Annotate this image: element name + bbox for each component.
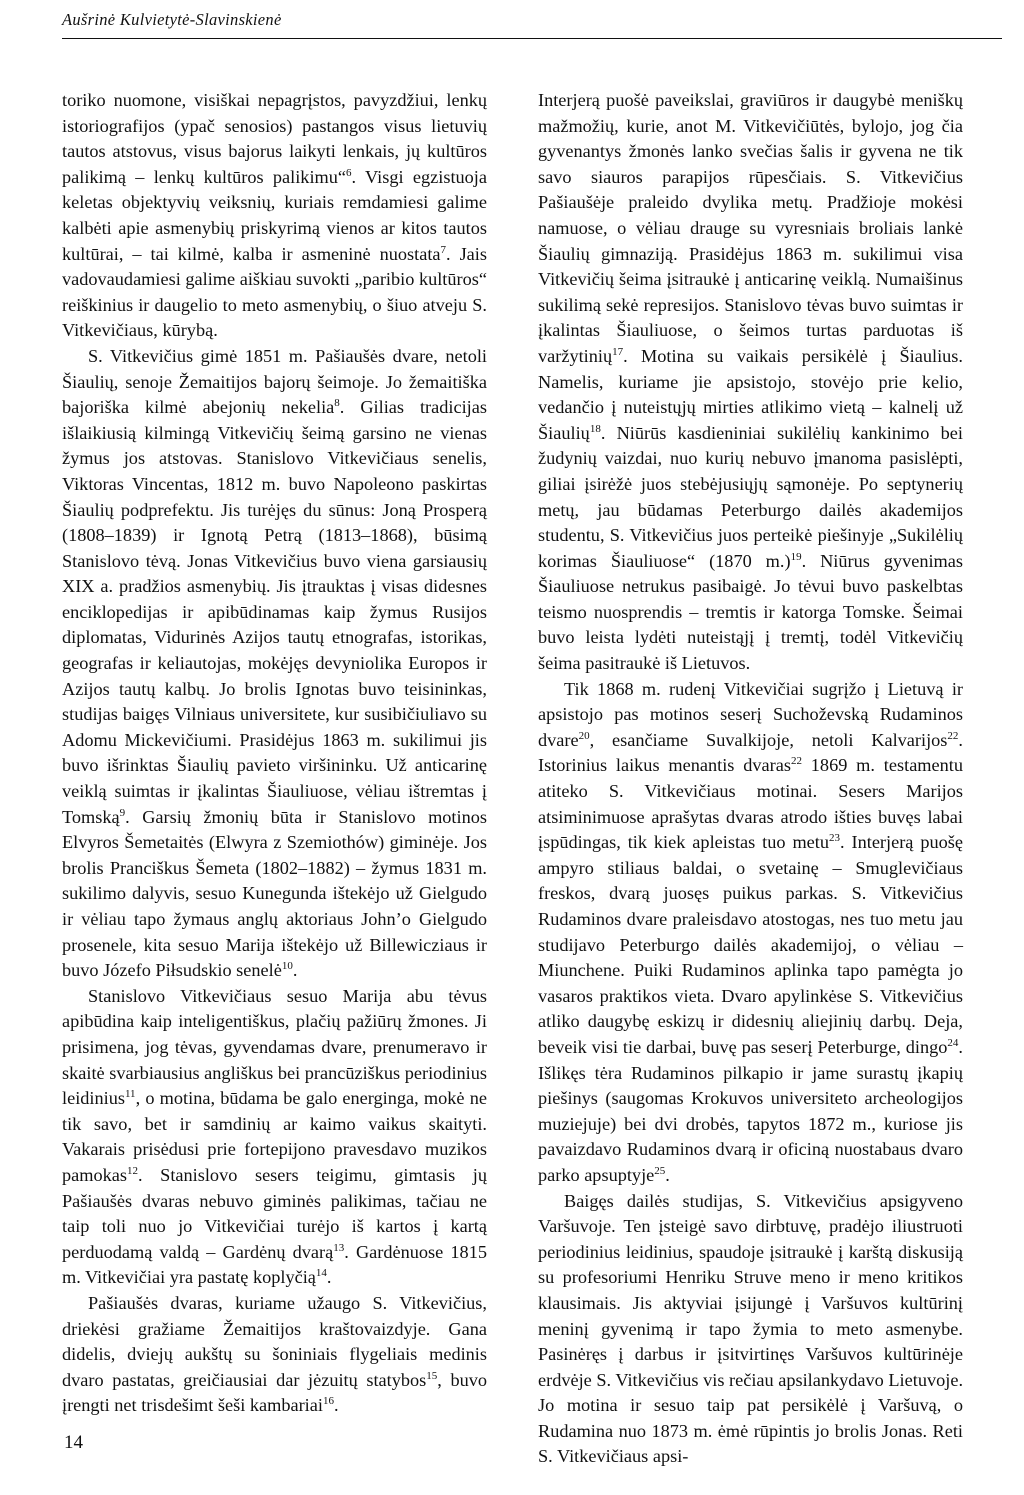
text-run: . Niūrus gyvenimas Šiauliuose netrukus pasibaigė. Jo tėvui buvo paskelbtas teismo nuosprendis – tremtis ir katorga Tomske. Šeimai buvo leista lydėti nuteistąjį į tremtį, todėl Vitkevičių šeima pasitraukė iš Lietuvos. — [538, 550, 963, 674]
text-run: . Motina su vaikais persikėlė į Šiaulius. Namelis, kuriame jie apsistojo, stovėjo prie kelio, vedančio į nuteistųjų mirties atlikimo vietą – kalnelį už Šiaulių — [538, 345, 963, 443]
text-run: . Visgi egzistuoja keletas objektyvių veiksnių, kuriais remdamiesi galime kalbėti apie asmenybių priskyrimą vienos ar kitos tautos kultūrai, – tai kilmė, kalba ir asmeninė nuostata — [62, 166, 487, 264]
footnote-ref: 8 — [334, 397, 340, 410]
text-run: , o motina, būdama be galo energinga, mokė ne tik savo, bet ir samdinių ar kaimo vaikus skaityti. Vakarais prisėdusi prie fortepijono pravesdavo muzikos pamokas — [62, 1088, 487, 1185]
footnote-ref: 25 — [654, 1164, 666, 1177]
text-run: 1869 m. testamentu atiteko S. Vitkevičiaus motinai. Sesers Marijos atsiminimuose aprašytas dvaras atrodo išties buvęs labai įspūdingas, tik kiek apleistas tuo metu — [538, 755, 964, 853]
text-run: toriko nuomone, visiškai nepagrįstos, pavyzdžiui, lenkų istoriografijos (ypač senosios) pastangos visus lietuvių tautos atstovus, visus bajorus laikyti lenkais, jų kultūros palikimą – lenkų kultūros palikimu“ — [62, 90, 487, 187]
text-run: . Gardėnuose 1815 m. Vitkevičiai yra pastatę koplyčią — [62, 1241, 487, 1288]
text-run: . — [665, 1164, 670, 1185]
page-number: 14 — [64, 1432, 83, 1453]
text-run: . Stanislovo sesers teigimu, gimtasis jų Pašiaušės dvaras nebuvo giminės palikimas, tačiau ne taip toli nuo jo Vitkevičiai turėjo iš kartos į kartą perduodamą valdą – Gardėnų dvarą — [62, 1164, 487, 1262]
footnote-ref: 16 — [322, 1395, 334, 1408]
text-run: . — [292, 960, 298, 981]
text-run: . Garsių žmonių būta ir Stanislovo motinos Elvyros Šemetaitės (Elwyra z Szemiothów) giminėje. Jos brolis Pranciškus Šemeta (1802–1882) – žymus 1831 m. sukilimo dalyvis, sesuo Kunegunda ištekėjo už Gielgudo ir vėliau tapo žymaus anglų aktoriaus John’o Gielgudo prosenele, kita sesuo Marija ištekėjo už Billewicziaus ir buvo Józefo Piłsudskio senelė — [62, 806, 487, 981]
header-rule — [62, 38, 1002, 39]
text-run: . Išlikęs tėra Rudaminos pilkapio ir jame surastų įkapių piešinys (saugomas Krokuvos universiteto archeologijos muziejuje) bei dvi drobės, tapytos 1872 m., kuriose jis pavaizdavo Rudaminos dvarą ir oficiną nuostabaus dvaro parko apsuptyje — [538, 1036, 963, 1185]
text-run: . Istorinius laikus menantis dvaras — [538, 729, 963, 776]
footnote-ref: 23 — [829, 832, 841, 845]
paragraph — [62, 88, 487, 344]
left-text-column — [62, 88, 487, 1419]
footnote-ref: 12 — [126, 1164, 138, 1177]
footnote-ref: 22 — [790, 755, 802, 768]
paragraph — [538, 88, 963, 677]
text-run: . Interjerą puošę ampyro stiliaus baldai, o svetainę – Smuglevičiaus freskos, dvarą juosęs puikus parkas. S. Vitkevičius Rudaminos dvare praleisdavo atostogas, nes tuo metu jau studijavo Peterburgo dailės akademijoj, o vėliau – Miunchene. Puiki Rudaminos aplinka tapo pamėgta jo vasaros praktikos vieta. Dvaro apylinkėse S. Vitkevičius atliko daugybę eskizų ir didesnių aliejinių darbų. Deja, beveik visi tie darbai, buvę pas seserį Peterburge, dingo — [538, 832, 963, 1057]
footnote-ref: 14 — [315, 1267, 327, 1280]
text-run: , buvo įrengti net trisdešimt šeši kambariai — [62, 1369, 488, 1416]
text-run: . Niūrūs kasdieniniai sukilėlių kankinimo bei žudynių vaizdai, nuo kurių nebuvo įmanoma pasislėpti, giliai įsirėžė juos stebėjusiųjų sąmonėje. Po septynerių metų, jau būdamas Peterburgo dailės akademijos studentu, S. Vitkevičius juos perteikė piešinyje „Sukilėlių korimas Šiauliuose“ (1870 m.) — [538, 422, 963, 571]
paragraph — [538, 677, 963, 1189]
paragraph — [62, 344, 487, 984]
running-head: Aušrinė Kulvietytė-Slavinskienė — [62, 10, 282, 29]
footnote-ref: 15 — [426, 1369, 438, 1382]
paragraph — [62, 984, 487, 1291]
footnote-ref: 20 — [578, 729, 590, 742]
text-run: S. Vitkevičius gimė 1851 m. Pašiaušės dvare, netoli Šiaulių, senoje Žemaitijos bajorų šeimoje. Jo žemaitiška bajoriška kilmė abejonių nekelia — [62, 345, 487, 418]
footnote-ref: 6 — [346, 166, 352, 179]
footnote-ref: 7 — [440, 243, 447, 256]
text-run: . Gilias tradicijas išlaikiusią kilmingą Vitkevičių šeimą garsino ne vienas žymus jos atstovas. Stanislovo Vitkevičiaus senelis, Viktoras Vincentas, 1812 m. buvo Napoleono paskirtas Šiaulių podprefektu. Jis turėjęs du sūnus: Joną Prosperą (1808–1839) ir Ignotą Petrą (1813–1868), būsimą Stanislovo tėvą. Jonas Vitkevičius buvo viena garsiausių XIX a. pradžios asmenybių. Jis įtrauktas į visas didesnes enciklopedijas ir apibūdinamas kaip žymus Rusijos diplomatas, Vidurinės Azijos tautų etnografas, istorikas, geografas ir keliautojas, mokėjęs devyniolika Europos ir Azijos tautų kalbų. Jo brolis Ignotas buvo teisininkas, studijas baigęs Vilniaus universitete, kur susibičiuliavo su Adomu Mickevičiumi. Prasidėjus 1863 m. sukilimui jis buvo išrinktas Šiaulių pavieto viršininku. Už anticarinę veiklą suimtas ir įkalintas Šiauliuose, vėliau ištremtas į Tomską — [62, 397, 487, 827]
footnote-ref: 24 — [947, 1036, 959, 1049]
footnote-ref: 19 — [790, 550, 802, 563]
right-text-column — [538, 88, 963, 1470]
text-run: Pašiaušės dvaras, kuriame užaugo S. Vitkevičius, driekėsi gražiame Žemaitijos kraštovaizdyje. Gana didelis, dviejų aukštų su šoniniais flygeliais medinis dvaro pastatas, greičiausiai dar jėzuitų statybos — [62, 1292, 487, 1390]
footnote-ref: 9 — [119, 806, 126, 819]
text-run: . — [333, 1395, 339, 1416]
footnote-ref: 11 — [124, 1088, 136, 1101]
footnote-ref: 10 — [281, 960, 293, 973]
paragraph — [62, 1291, 487, 1419]
text-run: . — [326, 1267, 332, 1288]
text-run: . Jais vadovaudamiesi galime aiškiau suvokti „paribio kultūros“ reiškinius ir daugelio to meto asmenybių, o šiuo atveju S. Vitkevičiaus, kūrybą. — [62, 243, 487, 341]
paragraph — [538, 1189, 963, 1471]
text-run: Stanislovo Vitkevičiaus sesuo Marija abu tėvus apibūdina kaip inteligentiškus, plačių pažiūrų žmones. Ji prisimena, jog tėvas, gyvendamas dvare, prenumeravo ir skaitė svarbiausius angliškus bei prancūziškus periodinius leidinius — [62, 985, 487, 1109]
text-run: , esančiame Suvalkijoje, netoli Kalvarijos — [589, 729, 948, 750]
text-run: Baigęs dailės studijas, S. Vitkevičius apsigyveno Varšuvoje. Ten įsteigė savo dirbtuvę, pradėjo iliustruoti periodinius leidinius, spaudoje įsitraukė į karštą diskusiją su profesoriumi Henriku Struve meno ir meno kritikos klausimais. Jis aktyviai įsijungė į Varšuvos kultūrinį meninį gyvenimą ir tapo žymia to meto asmenybe. Pasinėręs į darbus ir įsitvirtinęs Varšuvos kultūrinėje erdvėje S. Vitkevičius vis rečiau apsilankydavo Lietuvoje. Jo motina ir sesuo taip pat persikėlė į Varšuvą, o Rudamina nuo 1873 m. ėmė rūpintis jo brolis Jonas. Reti S. Vitkevičiaus apsi- — [538, 1190, 964, 1467]
footnote-ref: 17 — [612, 345, 624, 358]
text-run: Interjerą puošė paveikslai, graviūros ir daugybė meniškų mažmožių, kurie, anot M. Vitkevičiūtės, bylojo, jog čia gyvenantys žmonės lanko svečias šalis ir gyvena ne tik savo siauros parapijos rūpesčiais. S. Vitkevičius Pašiaušėje praleido dvylika metų. Pradžioje mokėsi namuose, o vėliau drauge su vyresniais broliais lankė Šiaulių gimnaziją. Prasidėjus 1863 m. sukilimui visa Vitkevičių šeima įsitraukė į anticarinę veiklą. Numaišinus sukilimą sekė represijos. Stanislovo tėvas buvo suimtas ir įkalintas Šiauliuose, o šeimos turtas parduotas iš varžytinių — [538, 90, 963, 366]
footnote-ref: 18 — [589, 422, 601, 435]
footnote-ref: 22 — [947, 729, 959, 742]
text-run: Tik 1868 m. rudenį Vitkevičiai sugrįžo į Lietuvą ir apsistojo pas motinos seserį Suchoževską Rudaminos dvare — [538, 678, 963, 750]
footnote-ref: 13 — [333, 1241, 345, 1254]
